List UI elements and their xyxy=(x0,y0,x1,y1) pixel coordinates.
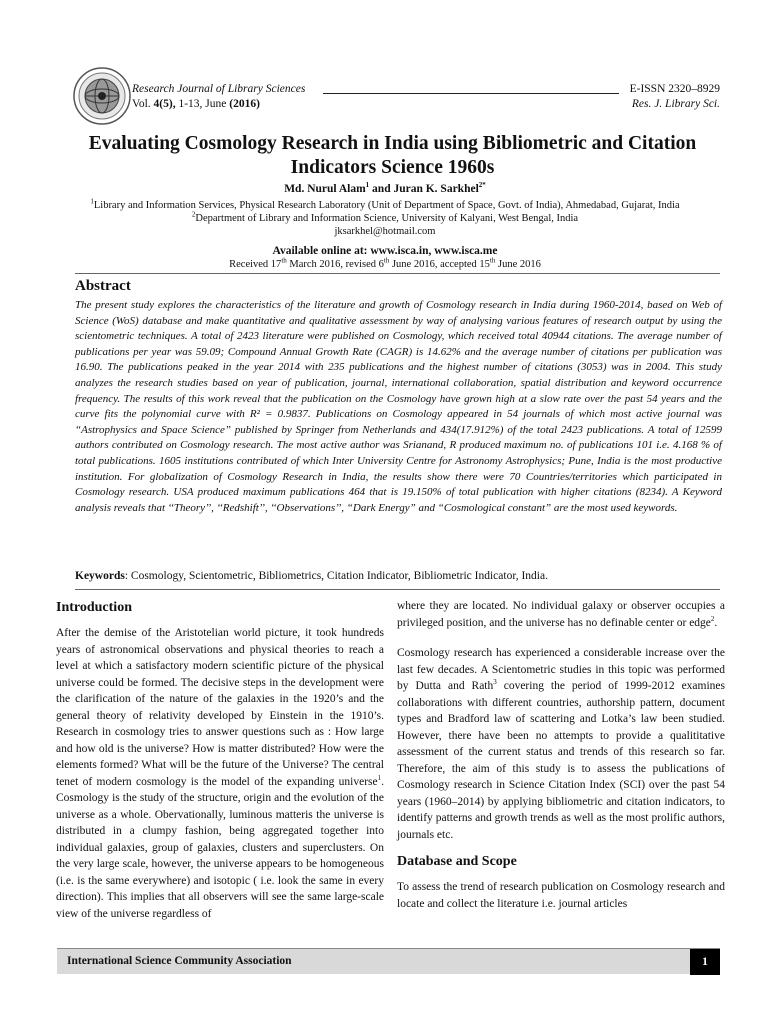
paper-title: Evaluating Cosmology Research in India using Bibliometric and Citation Indicators Science 1960s xyxy=(88,133,697,178)
intro-paragraph-3: Cosmology research has experienced a considerable increase over the last few decades. A Scientometric studies in this topic was performed by Dutta and Rath$^3$ covering the period of 1999-2012 examines collaborations with different countries, authorship pattern, document types and Bradford law of scattering and Lotka’s law been studied. However, there have been no attempts to provide a qualititative assessment of the current status and trends of this research so far. Therefore, the aim of this study is to assess the publications of Cosmology research in Science Citation Index (SCI) over the past 54 years (1960–2014) by applying bibliometric and citation indicators, to identify patterns and growth trends as well as the most prolific authors, journals etc. xyxy=(397,647,725,841)
abstract-heading: Abstract xyxy=(75,278,131,294)
author-line: Md. Nurul Alam$^1$ and Juran K. Sarkhel$^{2*}$ xyxy=(284,181,486,195)
author-email: jksarkhel@hotmail.com xyxy=(334,226,436,237)
journal-abbrev: Res. J. Library Sci. xyxy=(631,98,720,110)
keywords-line: Keywords: Cosmology, Scientometric, Bibliometrics, Citation Indicator, Bibliometric Indicator, India. xyxy=(75,570,548,582)
running-header-right xyxy=(630,82,720,112)
received-dates: Received 17th March 2016, revised 6th June 2016, accepted 15th June 2016 xyxy=(229,256,541,270)
right-column xyxy=(397,598,725,920)
introduction-heading: Introduction xyxy=(56,600,132,615)
left-column xyxy=(56,625,384,930)
database-scope-heading: Database and Scope xyxy=(397,854,517,869)
eissn: E-ISSN 2320–8929 xyxy=(629,83,720,95)
journal-logo xyxy=(72,66,132,126)
divider-bottom xyxy=(75,589,720,590)
affiliation-2: $^2$Department of Library and Information Science, University of Kalyani, West Bengal, India xyxy=(191,210,579,224)
volume-line: Vol. 4(5), 1-13, June (2016) xyxy=(132,98,260,110)
divider-top xyxy=(75,273,720,274)
journal-name: Research Journal of Library Sciences xyxy=(132,83,306,95)
database-paragraph-1: To assess the trend of research publication on Cosmology research and locate and collect the literature i.e. journal articles xyxy=(397,881,725,910)
intro-paragraph-1: After the demise of the Aristotelian world picture, it took hundreds years of astronomical observations and physical theories to reach a level at which a satisfactory modern scientific picture of the physical universe could be formed. The decisive steps in the development were the clarification of the nature of the galaxies in the 1920’s and the general theory of relativity developed by Einstein in the 1910’s. Research in cosmology tries to answer questions such as : How large and how old is the universe? How is matter distributed? How were the elements formed? What will be the future of the Universe? The central tenet of modern cosmology is the model of the expanding universe$^1$. Cosmology is the study of the structure, origin and the evolution of the universe as a whole. Obervationally, luminous matteris the universe is distributed in a clumpy fashion, being aggregated together into individual galaxies, group of galaxies, clusters and superclusters. On the very large scale, however, the universe appears to be homogeneous (i.e. is the same everywhere) and isotopic ( i.e. look the same in every direction). This implies that all observers will see the same large-scale view of the universe regardless of xyxy=(56,627,384,920)
page-number: 1 xyxy=(690,949,720,975)
footer-association: International Science Community Association xyxy=(67,955,292,967)
available-online: Available online at: www.isca.in, www.isca.me xyxy=(272,245,498,257)
header-rule xyxy=(323,93,619,94)
running-header-left xyxy=(132,82,305,112)
affiliation-1: $^1$Library and Information Services, Physical Research Laboratory (Unit of Department of Space, Govt. of India), Ahmedabad, Gujarat, India xyxy=(90,197,680,211)
page-footer xyxy=(57,948,720,974)
abstract-text: The present study explores the characteristics of the literature and growth of Cosmology research in India during 1960-2014, based on Web of Science (WoS) database and make quantitative and qualitative assessment by way of analysing various features of research output by using the scientometric techniques. A total of 2423 literature were published on Cosmology, which received total 40944 citations. The average number of publications per year was 59.09; Compound Annual Growth Rate (CAGR) is 14.62% and the average number of citations per publication was 16.90. The publications peaked in the year 2014 with 235 publications and the highest number of citations (3053) was in 2004. This study analyzes the research studies based on year of publication, journal, international collaboration, spatial distribution and keyword occurrence frequency. The results of this work reveal that the publication on the Cosmology have grown high at a slow rate over the past 54 years and the curve fits the polynomial curve with R² = 0.9837. Publications on Cosmology appeared in 54 journals of which most active journal was “Astrophysics and Space Science” published by Springer from Netherlands and 434(17.912%) of the total 2423 publications. A total of 12599 authors contributed on Cosmology research. The most active author was Srianand, R produced maximum no. of publications 101 i.e. 4.168 % of total publications. 1605 institutions contributed of which Inter University Centre for Astronomy Astrophysics; Pune, India is the most productive institution. For globalization of Cosmology Research in India, the results show there were 70 Countries/territories which participated in Cosmology research. USA produced maximum publications 464 that is 19.150% of total publication with higher citations (8234). A Keyword analysis reveals that ‘‘Theory’’, ‘‘Redshift’’, ‘‘Observations’’, “Dark Energy” and “Cosmological constant” are the most used keywords. xyxy=(75,299,722,514)
intro-paragraph-2: where they are located. No individual galaxy or observer occupies a privileged position, and the universe has no definable center or edge$^2$. xyxy=(397,600,725,629)
